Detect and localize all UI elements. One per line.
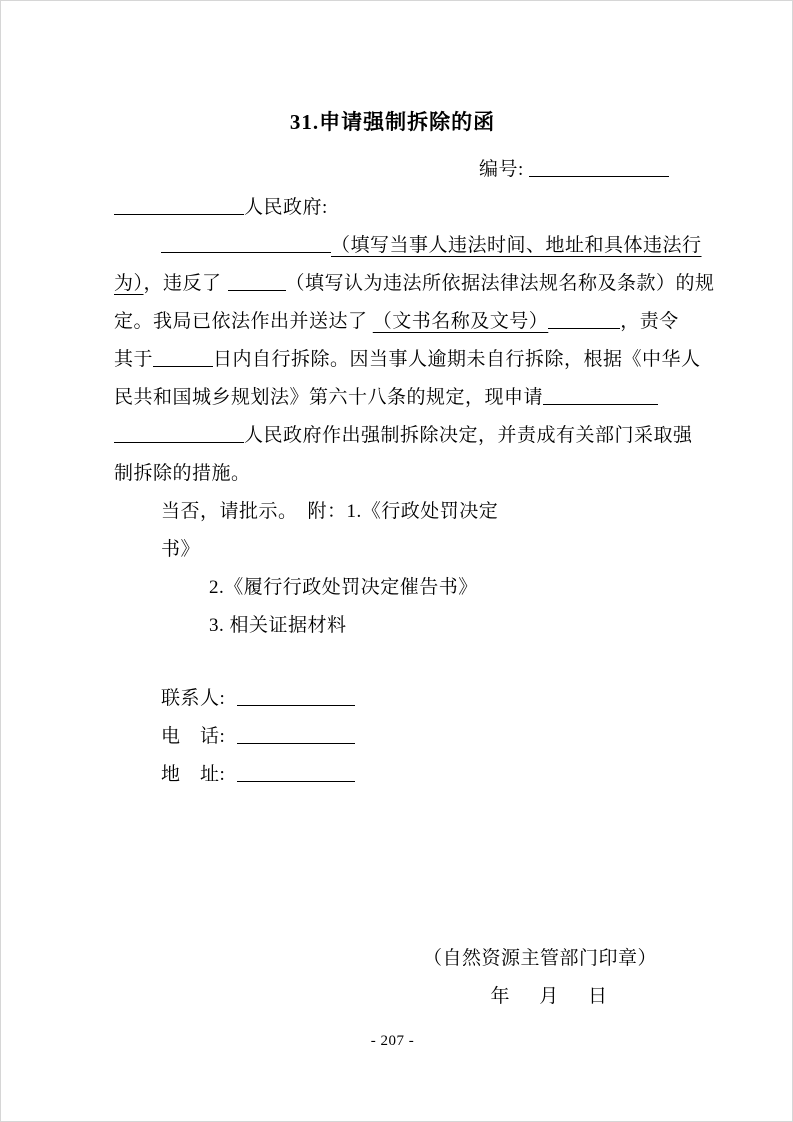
underlined-text: 为） [114,273,144,294]
fill-blank [228,272,286,291]
body-text: ，违反了 [143,273,222,294]
body-line-5 [114,379,671,417]
body-text: 当否，请批示。 附：1.《行政处罚决定 [161,501,499,522]
addressee-fill-blank [114,196,244,215]
approval-line-wrap [114,531,671,569]
contact-name-fill-blank [237,687,355,706]
body-text: 定。我局已依法作出并送达了 [114,311,373,332]
contact-address-label: 地 址: [161,764,231,785]
date-line [114,978,671,1016]
body-line-1 [114,227,702,265]
fill-blank [548,310,620,329]
attachment-item-2 [114,569,671,607]
body-text: 3. 相关证据材料 [209,615,347,636]
salutation-line [114,189,671,227]
page-title: 31.申请强制拆除的函 [289,110,496,134]
underlined-hint-text: （填写当事人违法时间、地址和具体违法行 [331,235,702,256]
fill-blank [543,386,658,405]
hint-text: （填写认为违法所依据法律法规名称及条款）的规 [285,273,715,294]
body-line-6 [114,417,693,455]
underlined-hint-text: （文书名称及文号） [372,311,549,332]
contact-address-fill-blank [237,763,355,782]
body-line-7 [114,455,671,493]
body-text: 其于 [114,349,154,370]
date-text: 年 月 日 [490,986,609,1007]
contact-name-line [114,680,671,718]
document-content [1,1,792,1052]
body-line-2 [114,265,715,303]
seal-text: （自然资源主管部门印章） [422,948,657,969]
page-number-text: - 207 - [370,1033,415,1049]
body-text: 日内自行拆除。因当事人逾期未自行拆除，根据《中华人 [213,349,701,370]
body-text: 人民政府作出强制拆除决定，并责成有关部门采取强 [244,425,693,446]
body-text: 书》 [161,539,201,560]
contact-name-label: 联系人: [161,688,231,709]
contact-phone-line [114,718,671,756]
page-number [114,1030,671,1052]
salutation-text: 人民政府: [244,197,328,218]
contact-address-line [114,756,671,794]
approval-line [114,493,671,531]
body-text: 民共和国城乡规划法》第六十八条的规定，现申请 [114,387,544,408]
contact-phone-label: 电 话: [161,726,231,747]
addressee-fill-blank [114,424,244,443]
ref-label: 编号: [478,159,529,180]
ref-fill-blank [529,158,669,177]
body-text: 制拆除的措施。 [114,463,251,484]
body-text: 2.《履行行政处罚决定催告书》 [209,577,478,598]
body-text: ，责令 [620,311,679,332]
reference-number-line [114,151,671,189]
contact-phone-fill-blank [237,725,355,744]
attachment-item-3 [114,607,671,645]
body-line-4 [114,341,701,379]
body-line-3 [114,303,679,341]
fill-blank [153,348,213,367]
fill-blank [161,234,331,253]
seal-placeholder-line [114,940,671,978]
